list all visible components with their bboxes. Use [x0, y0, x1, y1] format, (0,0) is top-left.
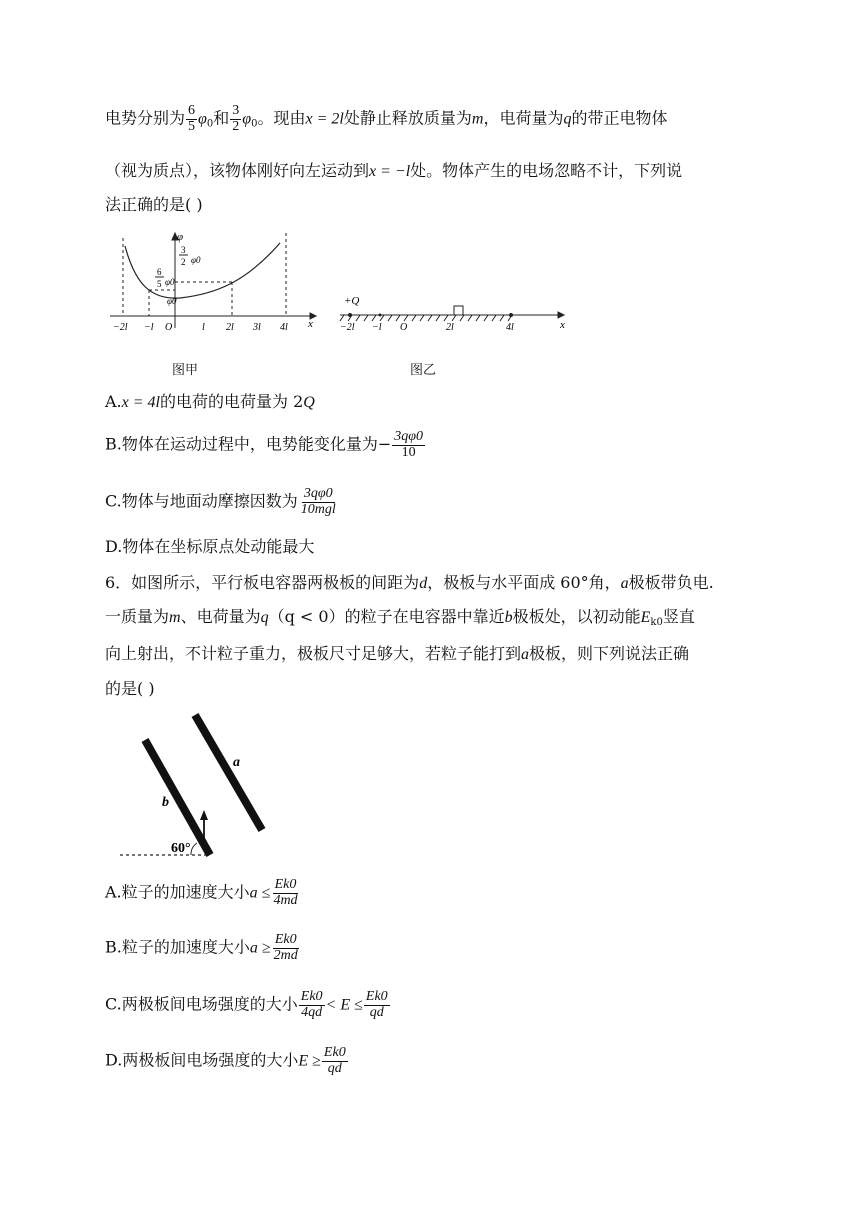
label-6-5-den: 5	[157, 279, 162, 289]
label-6-5-num: 6	[157, 267, 162, 277]
charge-dot-4l	[509, 313, 513, 317]
plus-q-label: +Q	[344, 295, 360, 307]
q6-option-c[interactable]: C.两极板间电场强度的大小 $\frac{Ek0}{4qd}$ < E ≤ $\frac{Ek0}{qd}$	[105, 989, 388, 1020]
track-tick-origin: O	[400, 322, 408, 333]
label-6-5-phi0: φ0	[165, 277, 175, 287]
angle-label: 60°	[171, 841, 191, 856]
tick-4l: 4l	[280, 322, 288, 333]
track-tick-neg-l: −l	[372, 322, 382, 333]
plate-b-label: b	[162, 795, 169, 810]
caption-yi: 图乙	[410, 363, 437, 378]
label-phi0: φ0	[167, 296, 177, 306]
q6-line-2: 一质量为m、电荷量为q（q < 0）的粒子在电容器中靠近b极板处，以初动能$E_{k0}$竖直	[105, 607, 695, 628]
q5-line-2: （视为质点），该物体刚好向左运动到x = −l处。物体产生的电场忽略不计，下列说	[105, 161, 683, 180]
tick-neg-l: −l	[144, 322, 154, 333]
track-x-label: x	[560, 319, 565, 331]
q5-option-d[interactable]: D.物体在坐标原点处动能最大	[105, 537, 315, 556]
q5-line-1: 电势分别为 $\frac{6}{5}$ $\varphi_0$和 $\frac{3}{2}$ $\varphi_0$。现由x = 2l处静止释放质量为m，电荷量为q的带正电物体	[105, 103, 668, 134]
potential-curve	[125, 243, 280, 298]
fraction-3-2: $\frac{3}{2}$	[232, 103, 240, 134]
q6-option-b[interactable]: B.粒子的加速度大小a ≥ $\frac{Ek0}{2md}$	[105, 932, 298, 963]
potential-graph-figure	[105, 228, 325, 343]
q6-line-3: 向上射出，不计粒子重力，极板尺寸足够大，若粒子能打到a极板，则下列说法正确	[105, 644, 690, 663]
plate-b	[145, 740, 210, 855]
tick-origin: O	[165, 322, 173, 333]
caption-jia: 图甲	[172, 363, 199, 378]
tick-3l: 3l	[253, 322, 261, 333]
q5-option-a[interactable]: A.x = 4l的电荷的电荷量为 2Q	[105, 392, 315, 411]
q5-line-3: 法正确的是( )	[105, 195, 203, 214]
ground-hatching	[340, 315, 512, 321]
capacitor-figure	[115, 710, 305, 865]
plate-a-label: a	[233, 755, 240, 770]
tick-neg-2l: −2l	[113, 322, 128, 333]
q6-option-d[interactable]: D.两极板间电场强度的大小E ≥ $\frac{Ek0}{qd}$	[105, 1045, 346, 1076]
track-figure	[330, 290, 570, 338]
tick-l: l	[202, 322, 205, 333]
phi-axis-label: φ	[177, 231, 184, 243]
charge-dot-neg-2l	[348, 313, 352, 317]
q6-option-a[interactable]: A.粒子的加速度大小a ≤ $\frac{Ek0}{4md}$	[105, 877, 298, 908]
velocity-arrowhead	[200, 810, 208, 820]
q5-option-b[interactable]: B.物体在运动过程中，电势能变化量为− $\frac{3q\varphi 0}{10}$	[105, 429, 424, 460]
tick-2l: 2l	[226, 322, 234, 333]
label-3-2-num: 3	[181, 245, 186, 255]
track-tick-4l: 4l	[506, 322, 514, 333]
x-axis-label: x	[308, 318, 313, 330]
q6-line-4: 的是( )	[105, 679, 155, 698]
q6-line-1: 6．如图所示，平行板电容器两极板的间距为d，极板与水平面成 60°角，a极板带负电.	[105, 573, 714, 592]
track-arrow	[558, 312, 564, 318]
fraction-6-5: $\frac{6}{5}$	[188, 103, 196, 134]
object-block	[454, 306, 463, 315]
q5-option-c[interactable]: C.物体与地面动摩擦因数为 $\frac{3q\varphi 0}{\text{10mgl}}$	[105, 486, 336, 517]
track-tick-neg-2l: −2l	[340, 322, 355, 333]
track-tick-2l: 2l	[446, 322, 454, 333]
label-3-2-den: 2	[181, 257, 186, 267]
angle-arc	[191, 843, 197, 855]
dot-neg-l	[379, 314, 382, 317]
label-3-2-phi0: φ0	[191, 255, 201, 265]
